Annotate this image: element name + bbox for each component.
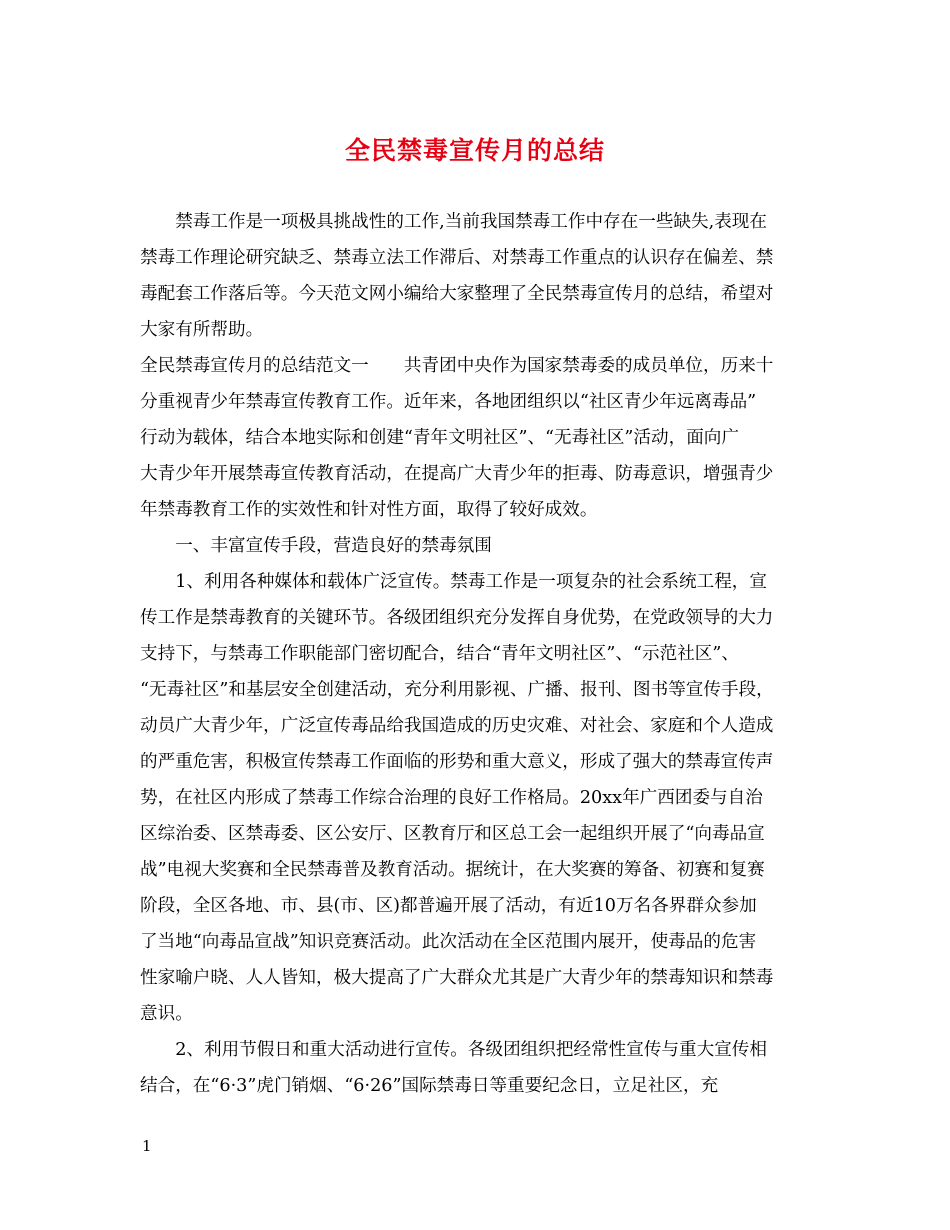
text-line: 分重视青少年禁毒宣传教育工作。近年来，各地团组织以“社区青少年远离毒品” — [140, 392, 757, 412]
text-line: 意识。 — [140, 1004, 193, 1024]
text-line: 性家喻户晓、人人皆知，极大提高了广大群众尤其是广大青少年的禁毒知识和禁毒 — [140, 968, 774, 988]
text-line: “无毒社区”和基层安全创建活动，充分利用影视、广播、报刊、图书等宣传手段， — [140, 680, 774, 700]
text-line: 区综治委、区禁毒委、区公安厅、区教育厅和区总工会一起组织开展了“向毒品宣 — [140, 824, 765, 844]
text-line: 的严重危害，积极宣传禁毒工作面临的形势和重大意义，形成了强大的禁毒宣传声 — [140, 752, 774, 772]
text-line: 全民禁毒宣传月的总结范文一 共青团中央作为国家禁毒委的成员单位，历来十 — [140, 356, 774, 376]
text-line: 大家有所帮助。 — [140, 320, 264, 340]
text-line: 禁毒工作理论研究缺乏、禁毒立法工作滞后、对禁毒工作重点的认识存在偏差、禁 — [140, 248, 774, 268]
text-line: 传工作是禁毒教育的关键环节。各级团组织充分发挥自身优势，在党政领导的大力 — [140, 608, 774, 628]
text-line: 支持下，与禁毒工作职能部门密切配合，结合“青年文明社区”、“示范社区”、 — [140, 644, 739, 664]
text-line: 行动为载体，结合本地实际和创建“青年文明社区”、“无毒社区”活动，面向广 — [140, 428, 739, 448]
text-line: 结合，在“6·3”虎门销烟、“6·26”国际禁毒日等重要纪念日，立足社区，充 — [140, 1076, 719, 1096]
text-line: 了当地“向毒品宣战”知识竞赛活动。此次活动在全区范围内展开，使毒品的危害 — [140, 932, 757, 952]
text-line: 战”电视大奖赛和全民禁毒普及教育活动。据统计，在大奖赛的筹备、初赛和复赛 — [140, 860, 765, 880]
text-line: 大青少年开展禁毒宣传教育活动，在提高广大青少年的拒毒、防毒意识，增强青少 — [140, 464, 774, 484]
page-number: 1 — [142, 1137, 152, 1155]
text-line: 年禁毒教育工作的实效性和针对性方面，取得了较好成效。 — [140, 500, 598, 520]
text-line: 2、利用节假日和重大活动进行宣传。各级团组织把经常性宣传与重大宣传相 — [140, 1040, 767, 1060]
document-title: 全民禁毒宣传月的总结 — [344, 136, 605, 165]
text-line: 1、利用各种媒体和载体广泛宣传。禁毒工作是一项复杂的社会系统工程，宣 — [140, 572, 767, 592]
text-line: 阶段，全区各地、市、县(市、区)都普遍开展了活动，有近10万名各界群众参加 — [140, 896, 757, 916]
section-heading: 一、丰富宣传手段，营造良好的禁毒氛围 — [140, 536, 492, 556]
text-line: 毒配套工作落后等。今天范文网小编给大家整理了全民禁毒宣传月的总结，希望对 — [140, 284, 774, 304]
text-line: 禁毒工作是一项极具挑战性的工作,当前我国禁毒工作中存在一些缺失,表现在 — [140, 212, 767, 232]
text-line: 动员广大青少年，广泛宣传毒品给我国造成的历史灾难、对社会、家庭和个人造成 — [140, 716, 774, 736]
text-line: 势，在社区内形成了禁毒工作综合治理的良好工作格局。20xx年广西团委与自治 — [140, 788, 763, 808]
